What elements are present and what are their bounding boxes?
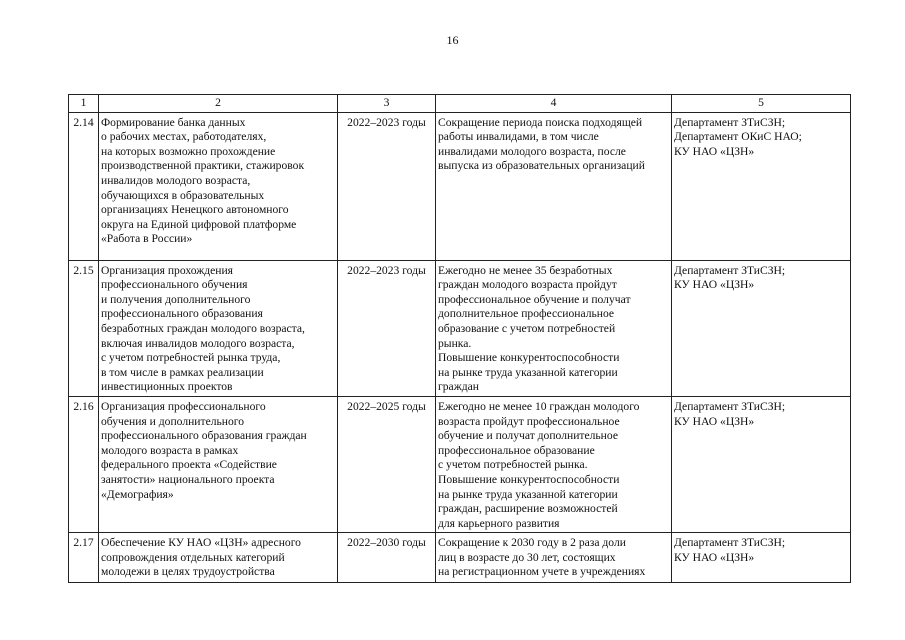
- result-cell: Ежегодно не менее 10 граждан молодого возраста пройдут профессиональное обучение и получат дополнительное профессиональное образование с учетом потребностей рынка. Повышение конкурентоспособности на рынке труда указанной категории граждан, расширение возможностей для карьерного развития: [436, 396, 672, 532]
- event-cell: Организация прохождения профессионального обучения и получения дополнительного профессионального образования безработных граждан молодого возраста, включая инвалидов молодого возраста, с учетом потребностей рынка труда, в том числе в рамках реализации инвестиционных проектов: [99, 260, 338, 396]
- header-col-5: 5: [672, 95, 851, 113]
- header-col-1: 1: [69, 95, 99, 113]
- period-cell: 2022–2025 годы: [338, 396, 436, 532]
- table-row: [69, 396, 851, 532]
- period-cell: 2022–2023 годы: [338, 260, 436, 396]
- table-row: [69, 260, 851, 396]
- header-col-2: 2: [99, 95, 338, 113]
- row-number: 2.17: [69, 533, 99, 583]
- measures-table: [68, 94, 851, 583]
- header-row: [69, 95, 851, 113]
- event-cell: Обеспечение КУ НАО «ЦЗН» адресного сопровождения отдельных категорий молодежи в целях трудоустройства: [99, 533, 338, 583]
- period-cell: 2022–2023 годы: [338, 112, 436, 260]
- result-cell: Сокращение периода поиска подходящей работы инвалидами, в том числе инвалидами молодого возраста, после выпуска из образовательных организаций: [436, 112, 672, 260]
- row-number: 2.14: [69, 112, 99, 260]
- row-number: 2.16: [69, 396, 99, 532]
- row-number: 2.15: [69, 260, 99, 396]
- header-col-4: 4: [436, 95, 672, 113]
- executors-cell: Департамент ЗТиСЗН; Департамент ОКиС НАО; КУ НАО «ЦЗН»: [672, 112, 851, 260]
- executors-cell: Департамент ЗТиСЗН; КУ НАО «ЦЗН»: [672, 260, 851, 396]
- executors-cell: Департамент ЗТиСЗН; КУ НАО «ЦЗН»: [672, 533, 851, 583]
- period-cell: 2022–2030 годы: [338, 533, 436, 583]
- header-col-3: 3: [338, 95, 436, 113]
- page-number: 16: [446, 33, 459, 47]
- event-cell: Формирование банка данных о рабочих местах, работодателях, на которых возможно прохождение производственной практики, стажировок инвалидов молодого возраста, обучающихся в образовательных организациях Ненецкого автономного округа на Единой цифровой платформе «Работа в России»: [99, 112, 338, 260]
- executors-cell: Департамент ЗТиСЗН; КУ НАО «ЦЗН»: [672, 396, 851, 532]
- table-row: [69, 112, 851, 260]
- result-cell: Ежегодно не менее 35 безработных граждан молодого возраста пройдут профессиональное обучение и получат дополнительное профессиональное образование с учетом потребностей рынка. Повышение конкурентоспособности на рынке труда указанной категории граждан: [436, 260, 672, 396]
- table-row: [69, 533, 851, 583]
- event-cell: Организация профессионального обучения и дополнительного профессионального образования граждан молодого возраста в рамках федерального проекта «Содействие занятости» национального проекта «Демография»: [99, 396, 338, 532]
- result-cell: Сокращение к 2030 году в 2 раза доли лиц в возрасте до 30 лет, состоящих на регистрационном учете в учреждениях: [436, 533, 672, 583]
